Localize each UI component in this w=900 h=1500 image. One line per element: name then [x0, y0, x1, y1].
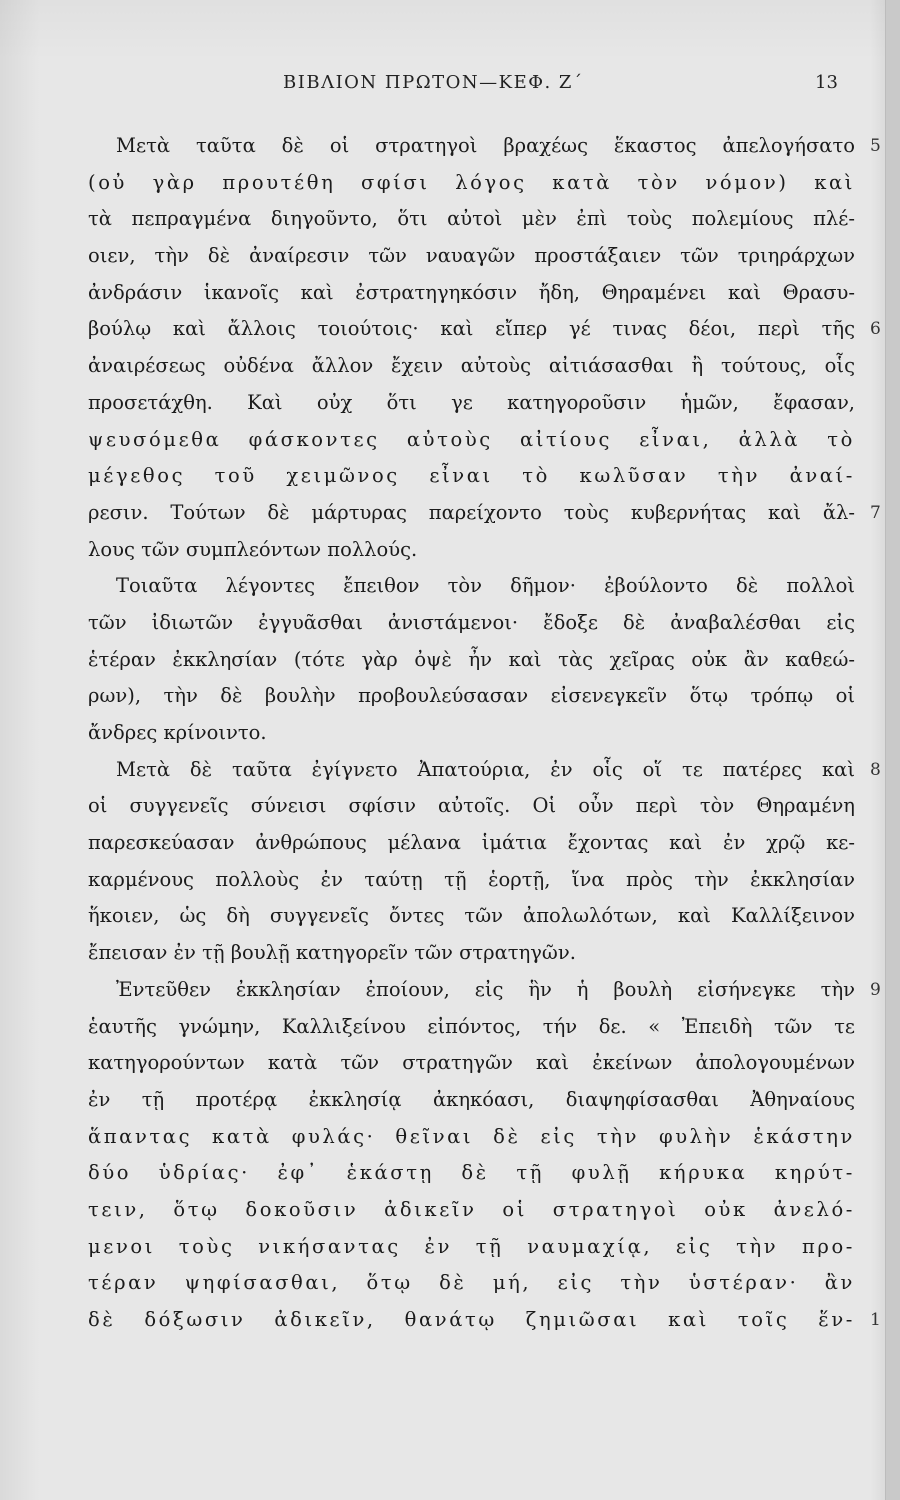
text-line: ἀνδράσιν ἱκανοῖς καὶ ἐστρατηγηκόσιν ἤδη, Θηραμένει καὶ Θρασυ-	[88, 280, 855, 304]
text-line: παρεσκεύασαν ἀνθρώπους μέλανα ἱμάτια ἔχοντας καὶ ἐν χρῷ κε-	[88, 831, 855, 855]
text-line: τέραν ψηφίσασθαι, ὅτῳ δὲ μή, εἰς τὴν ὑστέραν· ἂν	[88, 1271, 855, 1295]
section-number: 1	[870, 1310, 884, 1330]
text-line: βούλῳ καὶ ἄλλοις τοιούτοις· καὶ εἴπερ γέ τινας δέοι, περὶ τῆς 6	[88, 311, 855, 348]
text-line: ἀναιρέσεως οὐδένα ἄλλον ἔχειν αὐτοὺς αἰτιάσασθαι ἢ τούτους, οἷς	[88, 354, 855, 378]
greek-text-body	[88, 128, 884, 1339]
running-head	[0, 72, 900, 102]
text-line: ἐν τῇ προτέρᾳ ἐκκλησίᾳ ἀκηκόασι, διαψηφίσασθαι Ἀθηναίους	[88, 1087, 855, 1111]
text-line: τειν, ὅτῳ δοκοῦσιν ἀδικεῖν οἱ στρατηγοὶ οὐκ ἀνελό-	[88, 1197, 855, 1221]
text-line: ἔπεισαν ἐν τῇ βουλῇ κατηγορεῖν τῶν στρατηγῶν.	[88, 941, 576, 965]
text-line: ἄνδρες κρίνοιντο.	[88, 721, 267, 744]
text-line: ἑαυτῆς γνώμην, Καλλιξείνου εἰπόντος, τήν δε. « Ἐπειδὴ τῶν τε	[88, 1014, 855, 1038]
text-line: λους τῶν συμπλεόντων πολλούς.	[88, 537, 418, 561]
text-line: (οὐ γὰρ προυτέθη σφίσι λόγος κατὰ τὸν νόμον) καὶ	[88, 170, 855, 194]
page-edge	[885, 0, 900, 1500]
text-line: δὲ δόξωσιν ἀδικεῖν, θανάτῳ ζημιῶσαι καὶ τοῖς ἕν- 1	[88, 1302, 855, 1339]
page-number: 13	[815, 72, 838, 93]
text-line: δύο ὑδρίας· ἐφ᾽ ἑκάστῃ δὲ τῇ φυλῇ κήρυκα κηρύτ-	[88, 1161, 855, 1185]
text-line: Μετὰ δὲ ταῦτα ἐγίγνετο Ἀπατούρια, ἐν οἷς οἵ τε πατέρες καὶ 8	[88, 752, 855, 789]
text-line: οἱ συγγενεῖς σύνεισι σφίσιν αὐτοῖς. Οἱ οὖν περὶ τὸν Θηραμένη	[88, 794, 855, 818]
text-line: καρμένους πολλοὺς ἐν ταύτῃ τῇ ἑορτῇ, ἵνα πρὸς τὴν ἐκκλησίαν	[88, 867, 855, 891]
text-line: τὰ πεπραγμένα διηγοῦντο, ὅτι αὐτοὶ μὲν ἐπὶ τοὺς πολεμίους πλέ-	[88, 207, 855, 231]
text-line: οιεν, τὴν δὲ ἀναίρεσιν τῶν ναυαγῶν προστάξαιεν τῶν τριηράρχων	[88, 244, 855, 268]
text-line: ἅπαντας κατὰ φυλάς· θεῖναι δὲ εἰς τὴν φυλὴν ἑκάστην	[88, 1124, 855, 1148]
section-number: 5	[870, 136, 881, 156]
text-line: προσετάχθη. Καὶ οὐχ ὅτι γε κατηγοροῦσιν ἡμῶν, ἔφασαν,	[88, 390, 855, 414]
text-line: ἥκοιεν, ὡς δὴ συγγενεῖς ὄντες τῶν ἀπολωλότων, καὶ Καλλίξεινον	[88, 904, 855, 928]
text-line: μενοι τοὺς νικήσαντας ἐν τῇ ναυμαχίᾳ, εἰς τὴν προ-	[88, 1234, 855, 1258]
text-line: ρων), τὴν δὲ βουλὴν προβουλεύσασαν εἰσενεγκεῖν ὅτῳ τρόπῳ οἱ	[88, 684, 855, 708]
text-line: τῶν ἰδιωτῶν ἐγγυᾶσθαι ἀνιστάμενοι· ἔδοξε δὲ ἀναβαλέσθαι εἰς	[88, 610, 855, 634]
running-title: ΒΙΒΛΙΟΝ ΠΡΩΤΟΝ—ΚΕΦ. Ζ΄	[283, 72, 584, 93]
text-line: ρεσιν. Τούτων δὲ μάρτυρας παρείχοντο τοὺς κυβερνήτας καὶ ἄλ- 7	[88, 495, 855, 532]
section-number: 8	[870, 759, 881, 780]
text-line: ψευσόμεθα φάσκοντες αὐτοὺς αἰτίους εἶναι, ἀλλὰ τὸ	[88, 427, 855, 451]
text-line: Τοιαῦτα λέγοντες ἔπειθον τὸν δῆμον· ἐβούλοντο δὲ πολλοὶ	[116, 574, 855, 598]
text-line: μέγεθος τοῦ χειμῶνος εἶναι τὸ κωλῦσαν τὴν ἀναί-	[88, 464, 855, 488]
text-line: Μετὰ ταῦτα δὲ οἱ στρατηγοὶ βραχέως ἕκαστος ἀπελογήσατο 5	[88, 128, 855, 165]
section-number: 6	[870, 319, 881, 340]
section-number: 7	[870, 502, 881, 523]
section-number: 9	[870, 979, 881, 1000]
text-line: Ἐντεῦθεν ἐκκλησίαν ἐποίουν, εἰς ἣν ἡ βουλὴ εἰσήνεγκε τὴν 9	[88, 972, 855, 1009]
text-line: κατηγορούντων κατὰ τῶν στρατηγῶν καὶ ἐκείνων ἀπολογουμένων	[88, 1051, 855, 1075]
text-line: ἑτέραν ἐκκλησίαν (τότε γὰρ ὀψὲ ἦν καὶ τὰς χεῖρας οὐκ ἂν καθεώ-	[88, 647, 855, 671]
